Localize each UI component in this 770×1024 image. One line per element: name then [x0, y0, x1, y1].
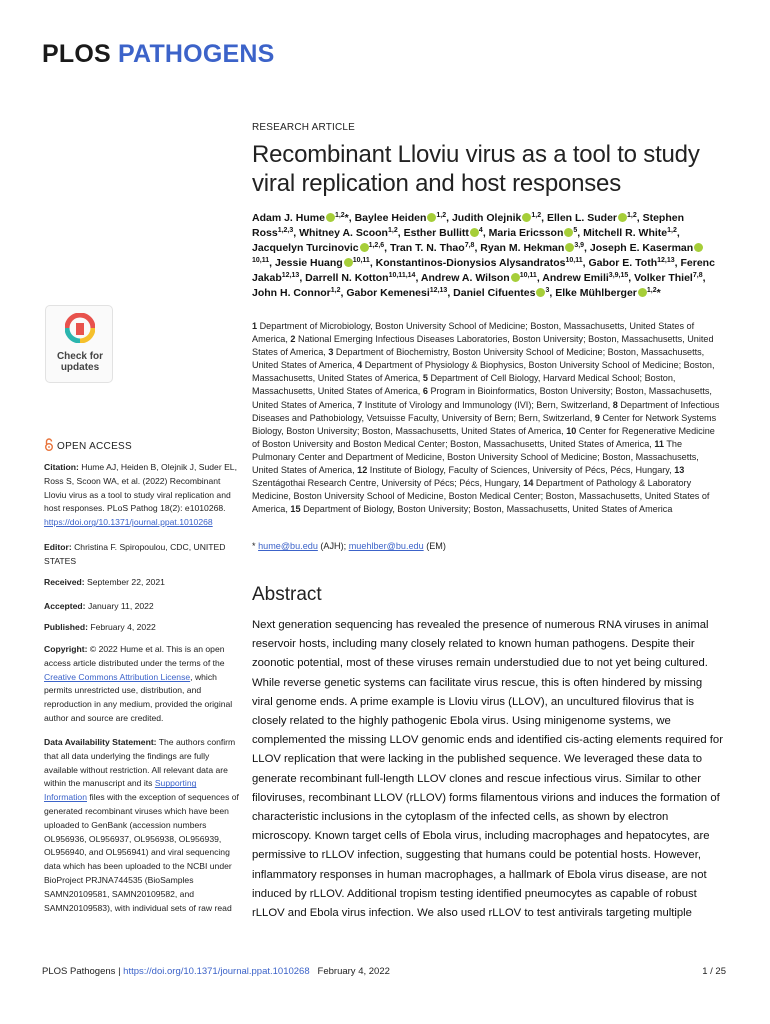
- affiliation-number: 13: [674, 465, 685, 476]
- affiliation-number: 7: [357, 399, 363, 410]
- author: [390, 242, 480, 254]
- author-name: Elke Mühlberger: [555, 287, 637, 299]
- author-affiliation-ref: 1,2: [334, 212, 345, 219]
- citation-label: Citation:: [44, 462, 79, 472]
- affiliation-number: 14: [523, 478, 534, 489]
- author-name: Tran T. N. Thao: [390, 242, 465, 254]
- author-name: Stephen Ross: [252, 212, 684, 239]
- author: [252, 212, 355, 224]
- affiliation-text: The Pulmonary Center and Department of Medicine, Boston University School of Medicine; Boston, Massachusetts, United States of America,: [252, 438, 699, 476]
- orcid-icon[interactable]: [694, 243, 703, 252]
- author-affiliation-ref: 1,2: [646, 287, 657, 294]
- affiliation-text: Department of Cell Biology, Harvard Medical School; Boston, Massachusetts, United States of America,: [252, 373, 676, 397]
- author: [453, 287, 555, 299]
- author-affiliation-ref: 10,11: [252, 257, 270, 264]
- correspondence: [252, 541, 446, 551]
- affiliation-text: Department of Biology, Boston University; Boston, Massachusetts, United States of America: [303, 504, 673, 515]
- orcid-icon[interactable]: [618, 213, 627, 222]
- author-name: Judith Olejnik: [451, 212, 522, 224]
- author-separator: ,: [549, 287, 556, 299]
- author-affiliation-ref: 3: [545, 287, 550, 294]
- author-affiliation-ref: 7,8: [464, 242, 475, 249]
- author-separator: ,: [536, 272, 543, 284]
- correspondence-star: *: [252, 541, 256, 551]
- author-separator: ,: [541, 212, 547, 224]
- supporting-information-link[interactable]: Supporting Information: [44, 778, 197, 803]
- affiliation-number: 11: [654, 438, 664, 449]
- footer-date: February 4, 2022: [317, 966, 390, 977]
- author: [542, 272, 634, 284]
- citation-text: Hume AJ, Heiden B, Olejnik J, Suder EL, Ross S, Scoon WA, et al. (2022) Recombinant Lloviu virus as a tool to study viral replication and host responses. PLoS Pathog 18(2): e1010268.: [44, 462, 237, 514]
- copyright-label: Copyright:: [44, 644, 88, 654]
- affiliation-text: Department of Biochemistry, Boston University School of Medicine; Boston, Massachusetts, United States of America,: [252, 347, 705, 371]
- author-separator: ,: [676, 227, 680, 239]
- affiliation-number: 8: [612, 399, 618, 410]
- orcid-icon[interactable]: [565, 243, 574, 252]
- article-title: Recombinant Lloviu virus as a tool to study viral replication and host responses: [252, 141, 700, 197]
- author-affiliation-ref: 7,8: [692, 272, 703, 279]
- affiliation: [290, 504, 672, 514]
- abstract-text: Next generation sequencing has revealed the presence of numerous RNA viruses in animal reservoir hosts, including many closely related to known human pathogens. Despite their zoonotic potential, most of these viruses remain understudied due to not yet being cultured. While reverse genetic systems can facilitate virus rescue, this is often hindered by missing viral genome ends. A prime example is Lloviu virus (LLOV), an uncultured filovirus that is closely related to the highly pathogenic Ebola virus. Using minigenome systems, we complemented the missing LLOV genomic ends and identified cis-acting elements required for LLOV replication that were lacking in the published sequence. We leveraged these data to generate recombinant full-length LLOV clones and rescue infectious virus. Similar to other filoviruses, recombinant LLOV (rLLOV) forms filamentous virions and induces the formation of characteristic inclusions in the cytoplasm of the infected cells, as shown by electron microscopy. Known target cells of Ebola virus, including macrophages and hepatocytes, are permissive to rLLOV infection, suggesting that humans could be potential hosts. However, inflammatory responses in human macrophages, a hallmark of Ebola virus disease, are not induced by rLLOV. Additional tropism testing identified pneumocytes as capable of robust rLLOV and Ebola virus infection. We also used rLLOV to test antivirals targeting multiple: [252, 619, 723, 920]
- author-name: Andrew A. Wilson: [420, 272, 510, 284]
- affiliation-text: Department of Infectious Diseases and Pathobiology, Vetsuisse Faculty, University of Bern; Bern, Switzerland,: [252, 399, 720, 423]
- affiliation-text: Institute of Virology and Immunology (IVI); Bern, Switzerland,: [364, 399, 611, 410]
- affiliation: [357, 400, 613, 410]
- author: [583, 227, 680, 239]
- correspondence-label-2: (EM): [426, 541, 446, 551]
- author-name: Adam J. Hume: [252, 212, 325, 224]
- editor: [44, 541, 239, 569]
- author-affiliation-ref: 1,2: [387, 227, 398, 234]
- crossmark-line-1: Check for: [56, 351, 104, 362]
- published-date: [44, 621, 239, 635]
- citation: [44, 461, 239, 530]
- author-name: Volker Thiel: [634, 272, 693, 284]
- author-affiliation-ref: 12,13: [281, 272, 300, 279]
- copyright-text-1: © 2022 Hume et al. This is an open access article distributed under the terms of the: [44, 644, 225, 668]
- author: [547, 212, 643, 224]
- affiliation: [357, 465, 674, 475]
- author-affiliation-ref: 10,11: [519, 272, 537, 279]
- received-date: [44, 576, 239, 590]
- author: [305, 272, 421, 284]
- author-name: Baylee Heiden: [354, 212, 427, 224]
- author-separator: ,: [369, 257, 376, 269]
- correspondence-label-1: (AJH);: [320, 541, 347, 551]
- affiliation-text: Department of Microbiology, Boston University School of Medicine; Boston, Massachusetts, United States of America,: [252, 321, 695, 345]
- author-name: Gabor E. Toth: [588, 257, 658, 269]
- affiliation-number: 10: [566, 425, 577, 436]
- editor-text: Christina F. Spiropoulou, CDC, UNITED STATES: [44, 542, 226, 566]
- crossmark-icon: [65, 313, 95, 343]
- received-label: Received:: [44, 577, 85, 587]
- author-name: Whitney A. Scoon: [299, 227, 388, 239]
- author-separator: ,: [577, 227, 584, 239]
- author-name: Daniel Cifuentes: [453, 287, 536, 299]
- affiliation-text: Program in Bioinformatics, Boston University; Boston, Massachusetts, United States of America,: [252, 386, 712, 410]
- footer-doi-link[interactable]: https://doi.org/10.1371/journal.ppat.1010268: [123, 966, 310, 977]
- author-name: Andrew Emili: [542, 272, 609, 284]
- author-name: Joseph E. Kaserman: [589, 242, 694, 254]
- author-separator: ,: [582, 257, 589, 269]
- author-affiliation-ref: 12,13: [429, 287, 448, 294]
- license-link[interactable]: Creative Commons Attribution License: [44, 671, 191, 682]
- affiliation-number: 12: [357, 465, 368, 476]
- author-separator: *,: [344, 212, 355, 224]
- journal-name: PATHOGENS: [118, 40, 275, 68]
- author-separator: ,: [674, 257, 681, 269]
- affiliation-number: 15: [290, 504, 301, 515]
- footer-journal: PLOS Pathogens: [42, 966, 116, 977]
- author-affiliation-ref: 10,11: [352, 257, 370, 264]
- author-affiliation-ref: 1,2,3: [277, 227, 294, 234]
- author: [555, 287, 661, 299]
- author-affiliation-ref: 4: [478, 227, 483, 234]
- data-availability: [44, 736, 239, 915]
- editor-label: Editor:: [44, 542, 72, 552]
- affiliation-text: Department of Physiology & Biophysics, Boston University School of Medicine; Boston, Massachusetts, United States of America,: [252, 360, 715, 384]
- orcid-icon[interactable]: [326, 213, 335, 222]
- abstract-heading: Abstract: [252, 584, 322, 605]
- author-name: John H. Connor: [252, 287, 331, 299]
- author-separator: ,: [474, 242, 481, 254]
- affiliation-number: 6: [422, 386, 428, 397]
- author-affiliation-ref: 1,2: [330, 287, 341, 294]
- author-separator: ,: [636, 212, 643, 224]
- author-name: Darrell N. Kotton: [305, 272, 389, 284]
- affiliation-number: 3: [328, 347, 334, 358]
- published-text: February 4, 2022: [90, 622, 156, 632]
- affiliation-number: 4: [357, 360, 363, 371]
- author-separator: ,: [269, 257, 275, 269]
- open-lock-icon: [44, 438, 54, 451]
- author: [299, 227, 403, 239]
- open-access: [44, 438, 132, 452]
- affiliation-number: 2: [290, 334, 296, 345]
- orcid-icon[interactable]: [564, 228, 573, 237]
- author-name: Gabor Kemenesi: [346, 287, 430, 299]
- affiliations: [252, 320, 724, 516]
- author-separator: ,: [446, 212, 452, 224]
- author: [355, 212, 452, 224]
- journal-brand: PLOS: [42, 40, 111, 68]
- author-separator: ,: [482, 227, 489, 239]
- author-name: Konstantinos-Dionysios Alysandratos: [375, 257, 566, 269]
- affiliation-number: 1: [252, 321, 258, 331]
- received-text: September 22, 2021: [87, 577, 165, 587]
- author: [421, 272, 542, 284]
- author-separator: ,: [384, 242, 391, 254]
- orcid-icon[interactable]: [360, 243, 369, 252]
- affiliation-number: 9: [594, 412, 600, 423]
- journal-logo: [42, 40, 274, 69]
- article-type: RESEARCH ARTICLE: [252, 122, 356, 133]
- affiliation-text: Szentágothai Research Centre, University of Pécs; Pécs, Hungary,: [252, 478, 521, 489]
- author-affiliation-ref: 12,13: [657, 257, 675, 264]
- author-affiliation-ref: 1,2: [436, 212, 447, 219]
- data-availability-text-2: files with the exception of sequences of generated recombinant viruses which have been uploaded to GenBank (accession numbers OL956936, OL956937, OL956938, OL956939, OL956940, and OL956941) and viral sequencing data which has been uploaded to the NCBI under BioProject PRJNA744535 (BioSamples SAMN20109581, SAMN20109582, and SAMN20109583), with individual sets of raw read: [44, 792, 239, 913]
- author: [634, 272, 705, 284]
- author-separator: ,: [702, 272, 706, 284]
- author-name: Jacquelyn Turcinovic: [252, 242, 359, 254]
- data-availability-label: Data Availability Statement:: [44, 737, 157, 747]
- orcid-icon[interactable]: [511, 273, 520, 282]
- affiliation-text: Institute of Biology, Faculty of Sciences, University of Pécs, Pécs, Hungary,: [369, 465, 672, 476]
- author: [275, 257, 376, 269]
- orcid-icon[interactable]: [470, 228, 479, 237]
- accepted-text: January 11, 2022: [87, 601, 154, 611]
- footer-separator: |: [118, 966, 121, 977]
- accepted-label: Accepted:: [44, 601, 86, 611]
- published-label: Published:: [44, 622, 88, 632]
- author-affiliation-ref: 1,2: [531, 212, 542, 219]
- page-footer: [42, 966, 726, 977]
- check-for-updates-badge[interactable]: [45, 305, 113, 383]
- author-separator: ,: [293, 227, 300, 239]
- author: [452, 212, 547, 224]
- author-affiliation-ref: 1,2: [627, 212, 637, 219]
- author-name: Esther Bullitt: [403, 227, 469, 239]
- author-affiliation-ref: 3,9,15: [608, 272, 629, 279]
- accepted-date: [44, 600, 239, 614]
- page-number: 1 / 25: [702, 966, 726, 977]
- affiliation-text: Center for Regenerative Medicine of Boston University and Boston Medical Center; Boston, Massachusetts, United States of America,: [252, 425, 715, 449]
- orcid-icon[interactable]: [638, 288, 647, 297]
- author-separator: *: [656, 287, 661, 299]
- affiliation-number: 5: [422, 373, 428, 384]
- data-availability-text-1: The authors confirm that all data underlying the findings are fully available without restriction. All relevant data are within the manuscript and its: [44, 737, 236, 789]
- author-affiliation-ref: 1,2,6: [368, 242, 385, 249]
- affiliation-text: Center for Network Systems Biology, Boston University; Boston, Massachusetts, United States of America,: [252, 412, 717, 436]
- affiliation-text: Department of Pathology & Laboratory Medicine, Boston University School of Medicine, Boston Medical Center; Boston, Massachusetts, United States of America,: [252, 478, 710, 515]
- author-affiliation-ref: 10,11,14: [388, 272, 416, 279]
- email-link-muehlberger[interactable]: muehlber@bu.edu: [348, 541, 424, 551]
- author-affiliation-ref: 5: [573, 227, 578, 234]
- author: [480, 242, 590, 254]
- email-link-hume[interactable]: hume@bu.edu: [258, 541, 318, 551]
- author-name: Ryan M. Hekman: [480, 242, 565, 254]
- author: [346, 287, 453, 299]
- author-affiliation-ref: 3,9: [574, 242, 585, 249]
- open-access-label: OPEN ACCESS: [57, 441, 132, 452]
- crossmark-line-2: updates: [60, 362, 100, 373]
- affiliation-text: National Emerging Infectious Diseases Laboratories, Boston University; Boston, Massachusetts, United States of America,: [252, 334, 714, 358]
- author-name: Jessie Huang: [274, 257, 343, 269]
- author-separator: ,: [584, 242, 590, 254]
- author-separator: ,: [628, 272, 635, 284]
- author: [252, 242, 390, 254]
- orcid-icon[interactable]: [344, 258, 353, 267]
- author-separator: ,: [340, 287, 347, 299]
- author: [588, 257, 680, 269]
- author-name: Ferenc Jakab: [252, 257, 715, 284]
- author: [252, 287, 346, 299]
- author-name: Mitchell R. White: [583, 227, 668, 239]
- author-separator: ,: [447, 287, 454, 299]
- author-separator: ,: [299, 272, 306, 284]
- copyright-text-2: , which permits unrestricted use, distribution, and reproduction in any medium, provided the original author and source are credited.: [44, 671, 233, 723]
- author-affiliation-ref: 1,2: [667, 227, 677, 234]
- author-separator: ,: [397, 227, 404, 239]
- author-separator: ,: [415, 272, 421, 284]
- author: [376, 257, 589, 269]
- author-name: Ellen L. Suder: [546, 212, 617, 224]
- author-list: [252, 211, 720, 301]
- citation-doi-link[interactable]: https://doi.org/10.1371/journal.ppat.1010268: [44, 517, 213, 528]
- author: [489, 227, 583, 239]
- author-affiliation-ref: 10,11: [565, 257, 583, 264]
- copyright: [44, 643, 239, 726]
- author-name: Maria Ericsson: [488, 227, 564, 239]
- author: [404, 227, 489, 239]
